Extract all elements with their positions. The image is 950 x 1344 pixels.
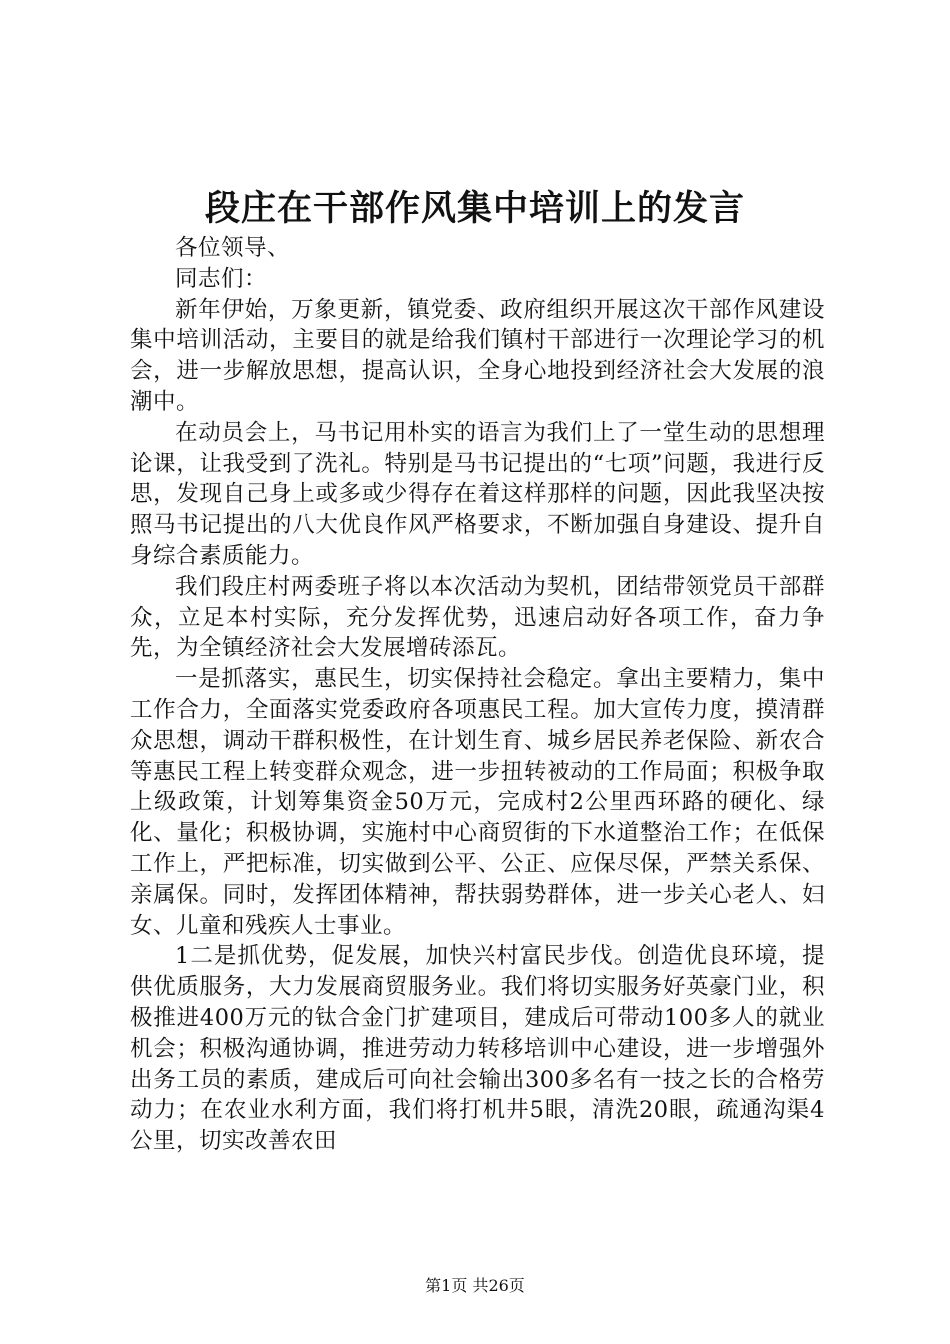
document-title: 段庄在干部作风集中培训上的发言 <box>204 188 745 229</box>
salutation-comrades: 同志们： <box>175 265 268 292</box>
paragraph-point-two: 1二是抓优势，促发展，加快兴村富民步伐。创造优良环境，提供优质服务，大力发展商贸服务业。我们将切实服务好英豪门业，积极推进400万元的钛合金门扩建项目，建成后可带动100多人的就业机会；积极沟通协调，推进劳动力转移培训中心建设，进一步增强外出务工员的素质，建成后可向社会输出300多名有一技之长的合格劳动力；在农业水利方面，我们将打机井5眼，清洗20眼，疏通沟渠4公里，切实改善农田 <box>130 943 825 1155</box>
paragraph-village-committee: 我们段庄村两委班子将以本次活动为契机，团结带领党员干部群众，立足本村实际，充分发挥优势，迅速启动好各项工作，奋力争先，为全镇经济社会大发展增砖添瓦。 <box>130 573 825 662</box>
page-number: 第1页 共26页 <box>425 1276 525 1295</box>
salutation-leaders: 各位领导、 <box>175 235 291 261</box>
paragraph-mobilization: 在动员会上，马书记用朴实的语言为我们上了一堂生动的思想理论课，让我受到了洗礼。特别是马书记提出的“七项”问题，我进行反思，发现自己身上或多或少得存在着这样那样的问题，因此我坚决按照马书记提出的八大优良作风严格要求，不断加强自身建设、提升自身综合素质能力。 <box>130 419 825 569</box>
document-body <box>130 233 825 1157</box>
paragraph-opening: 新年伊始，万象更新，镇党委、政府组织开展这次干部作风建设集中培训活动，主要目的就是给我们镇村干部进行一次理论学习的机会，进一步解放思想，提高认识，全身心地投到经济社会大发展的浪潮中。 <box>130 296 825 415</box>
paragraph-point-one: 一是抓落实，惠民生，切实保持社会稳定。拿出主要精力，集中工作合力，全面落实党委政府各项惠民工程。加大宣传力度，摸清群众思想，调动干群积极性，在计划生育、城乡居民养老保险、新农合等惠民工程上转变群众观念，进一步扭转被动的工作局面；积极争取上级政策，计划筹集资金50万元，完成村2公里西环路的硬化、绿化、量化；积极协调，实施村中心商贸街的下水道整治工作；在低保工作上，严把标准，切实做到公平、公正、应保尽保，严禁关系保、亲属保。同时，发挥团体精神，帮扶弱势群体，进一步关心老人、妇女、儿童和残疾人士事业。 <box>130 666 825 939</box>
